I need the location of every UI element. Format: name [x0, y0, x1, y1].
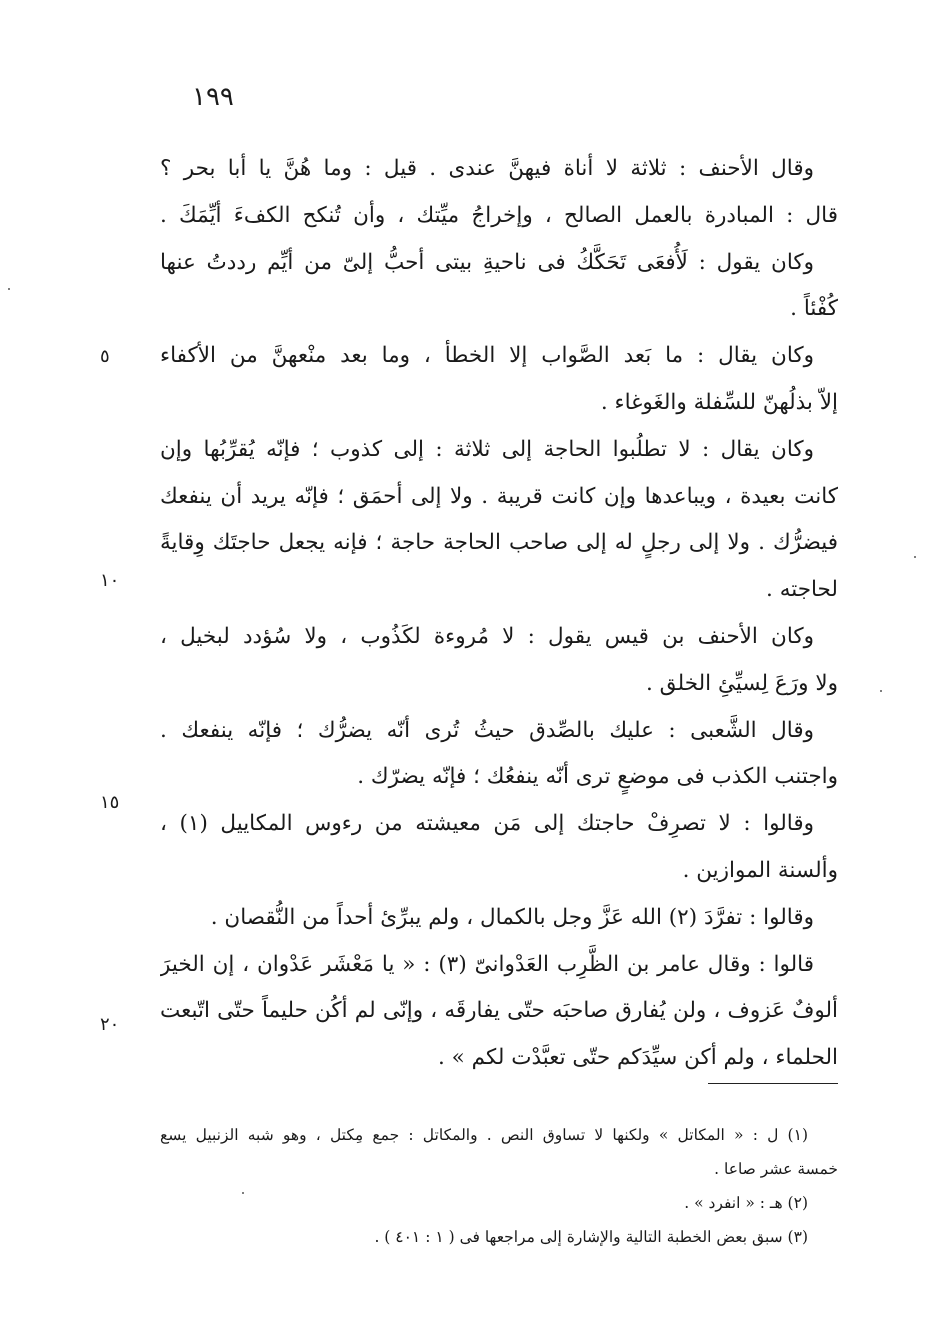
- footnote-line: (٣) سبق بعض الخطبة التالية والإشارة إلى مراجعها فى ( ١ : ٤٠١ ) .: [374, 1228, 808, 1246]
- line-number-5: ٥: [100, 346, 110, 367]
- text-line: وكان يقول : لَأُفعَى تَحَكَّكُ فى ناحيةِ بيتى أحبُّ إلىّ من أيِّم رددتُ عنها: [160, 249, 814, 275]
- text-line: فيضرُّك . ولا إلى رجلٍ له إلى صاحب الحاجة حاجة ؛ فإنه يجعل حاجتَك وِقايةً: [160, 530, 838, 556]
- text-line: كانت بعيدة ، ويباعدها وإن كانت قريبة . ولا إلى أحمَق ؛ فإنّه يريد أن ينفعك: [160, 483, 838, 509]
- footnote-line: (١) ل : « المكاتل » ولكنها لا تساوق النص . والمكاتل : جمع مِكتل ، وهو شبه الزنبيل يسع: [160, 1126, 808, 1144]
- footnote-line: خمسة عشر صاعا .: [714, 1160, 838, 1178]
- text-line: وكان يقال : ما بَعد الصَّواب إلا الخطأ ، وما بعد منْعهنَّ من الأكفاء: [160, 343, 814, 369]
- footnote-line: (٢) هـ : « انفرد » .: [684, 1194, 808, 1212]
- text-line: وقالوا : لا تصرِفْ حاجتك إلى مَن معيشته من رءوس المكاييل (١) ،: [160, 811, 814, 837]
- text-line: وقال الأحنف : ثلاثة لا أناة فيهنَّ عندى . قيل : وما هُنَّ يا أبا بحر ؟: [160, 156, 814, 181]
- text-line: كُفْئاً .: [790, 296, 838, 322]
- text-line: وكان الأحنف بن قيس يقول : لا مُروءة لكَذُوب ، ولا سُؤدد لبخيل ،: [160, 623, 814, 649]
- scan-speck: [880, 690, 882, 692]
- scan-speck: [242, 1192, 244, 1194]
- text-line: وكان يقال : لا تطلُبوا الحاجة إلى ثلاثة : إلى كذوب ؛ فإنّه يُقرِّبُها وإن: [160, 436, 814, 462]
- line-number-20: ٢٠: [100, 1014, 120, 1035]
- text-line: ولا ورَعَ لِسيِّئِ الخلق .: [646, 670, 838, 696]
- text-line: وقالوا : تفرَّدَ (٢) الله عَزَّ وجل بالكمال ، ولم يبرِّئ أحداً من النُّقصان .: [210, 904, 814, 930]
- page-number: ١٩٩: [192, 82, 234, 112]
- scan-speck: [8, 288, 10, 290]
- text-line: ألوفٌ عَزوف ، ولن يُفارق صاحبَه حتّى يفارقَه ، وإنّى لم أكُن حليماً حتّى اتّبعت: [160, 998, 838, 1024]
- text-line: قالوا : وقال عامر بن الظَّرِب العَدْوانىّ (٣) : « يا مَعْشَر عَدْوان ، إن الخيرَ: [160, 951, 815, 977]
- scan-speck: [914, 556, 916, 558]
- text-line: وقال الشَّعبى : عليك بالصِّدق حيثُ تُرى أنّه يضرُّك ؛ فإنّه ينفعك .: [160, 717, 814, 743]
- text-line: وألسنة الموازين .: [682, 857, 838, 883]
- line-number-10: ١٠: [100, 570, 120, 591]
- text-line: الحلماء ، ولم أكن سيِّدَكم حتّى تعبَّدْت لكم » .: [438, 1045, 838, 1071]
- line-number-15: ١٥: [100, 792, 120, 813]
- text-line: إلاّ بذلُهنّ للسِّفلة والغَوغاء .: [600, 389, 838, 415]
- text-line: قال : المبادرة بالعمل الصالح ، وإخراجُ ميِّتك ، وأن تُنكح الكفءَ أيِّمَكَ .: [160, 202, 838, 228]
- body-text: [160, 146, 838, 1082]
- text-line: واجتنب الكذب فى موضعٍ ترى أنّه ينفعُك ؛ فإنّه يضرّك .: [357, 764, 838, 790]
- text-line: لحاجته .: [766, 577, 838, 603]
- footnotes: [160, 1118, 838, 1254]
- footnote-divider: [708, 1083, 838, 1084]
